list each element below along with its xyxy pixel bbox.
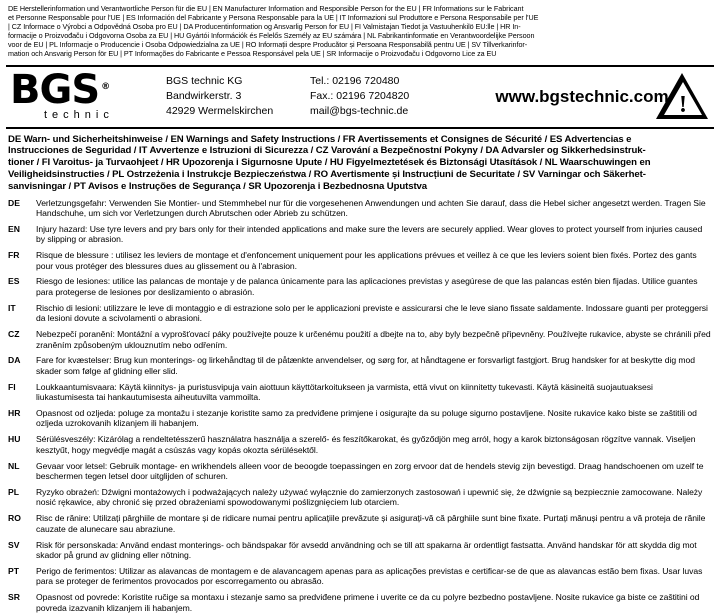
headline-line: Instrucciones de Seguridad / IT Avvertenze e Istruzioni di Sicurezza / CZ Varování a Bezpečnostní Pokyny / DA Advarsler og Sikkerhedsinstruk-: [8, 145, 646, 157]
instruction-row: [8, 566, 712, 587]
instruction-text: Opasnost od ozljeda: poluge za montažu i stezanje koristite samo za predviđene primjene i osigurajte da su poluge sigurno postavljene. Nosite rukavice kako biste se zaštitili od ozljeda uzrokovanih klizanjem ili habanjem.: [36, 408, 697, 429]
instruction-row: [8, 487, 712, 508]
responsible-line: mation och Ansvarig Person för EU | PT Informações do Fabricante e Pessoa Responsável pela UE | SR Informacije o Proizvođaču i Odgovorno Lice za EU: [8, 49, 497, 59]
company-street: Bandwirkerstr. 3: [166, 90, 242, 103]
safety-headline: [6, 129, 714, 196]
instruction-text: Loukkaantumisvaara: Käytä kiinnitys- ja puristusvipuja vain aiottuun käyttötarkoitukseen ja varmista, että vivut on kiinnitetty tukevasti. Käytä käsineitä suojautuaksesi liukastumisesta tai hankautumisesta aiheutuvilta vammoilta.: [36, 381, 653, 403]
logo-wordmark: [10, 67, 160, 114]
language-code: PT: [8, 565, 19, 576]
headline-line: DE Warn- und Sicherheitshinweise / EN Warnings and Safety Instructions / FR Avertissements et Consignes de Sécurité / ES Advertencias e: [8, 133, 632, 145]
logo-text: BGS: [10, 67, 100, 114]
language-code: CZ: [8, 329, 20, 340]
instruction-row: [8, 434, 712, 455]
language-code: FI: [8, 381, 16, 392]
instruction-row: [8, 303, 712, 324]
language-code: HU: [8, 434, 21, 445]
language-code: SV: [8, 539, 20, 550]
instruction-text: Verletzungsgefahr: Verwenden Sie Montier- und Stemmhebel nur für die vorgesehenen Anwendungen und achten Sie darauf, dass die Hebel sicher angesetzt werden. Tragen Sie Handschuhe, um sich vor Verletzungen durch Abrutschen oder Abrieb zu schützen.: [36, 197, 706, 218]
instruction-row: [8, 224, 712, 245]
headline-line: Veiligheidsinstructies / PL Ostrzeżenia i Instrukcje Bezpieczeństwa / RO Avertismente și Instrucțiuni de Securitate / SV Varningar och Säkerhet-: [8, 168, 646, 180]
instruction-row: [8, 382, 712, 403]
tel-value: 02196 720480: [332, 75, 400, 88]
contact-tel: [310, 74, 480, 89]
logo-subtitle: technic: [44, 109, 114, 122]
company-city: 42929 Wermelskirchen: [166, 105, 274, 118]
tel-label: Tel.:: [310, 75, 330, 88]
language-code: IT: [8, 302, 16, 313]
language-code: RO: [8, 513, 21, 524]
company-address: [160, 74, 310, 119]
instruction-text: Rischio di lesioni: utilizzare le leve di montaggio e di estrazione solo per le applicazioni previste e assicurarsi che le leve siano fissate saldamente. Indossare guanti per proteggersi da lesioni dovute a scivolamenti o abrasioni.: [36, 302, 708, 324]
warning-exclamation-mark: !: [679, 91, 687, 118]
instruction-text: Perigo de ferimentos: Utilizar as alavancas de montagem e de alavancagem apenas para as aplicações previstas e certificar-se de que as alavancas estão bem fixas. Usar luvas para se proteger de ferimentos provocados por escorregamento ou abrasão.: [36, 565, 703, 587]
contact-fax: [310, 89, 480, 104]
company-header-band: [6, 65, 714, 129]
responsible-line: DE Herstellerinformation und Verantwortliche Person für die EU | EN Manufacturer Information and Responsible Person for the EU | FR Informations sur le Fabricant: [8, 4, 524, 13]
instruction-list: [6, 196, 714, 614]
instruction-row: [8, 408, 712, 429]
language-code: NL: [8, 460, 20, 471]
responsible-line: formacije o Proizvođaču i Odgovorna Osoba za EU | HU Gyártói Információk és Felelős Személy az EU számára | NL Fabrikantinformatie en Verantwoordelijke Persoon: [8, 31, 535, 41]
headline-line: sanvisningar / PT Avisos e Instruções de Segurança / SR Upozorenja i Bezbednosna Uputstva: [8, 180, 428, 192]
company-website: www.bgstechnic.com: [495, 86, 669, 106]
instruction-text: Risk för personskada: Använd endast monterings- och bändspakar för avsedd användning och se till att spakarna är ordentligt fastsatta. Använd handskar för att skydda dig mot skador på grund av glidning eller nötning.: [36, 539, 697, 561]
instruction-row: [8, 198, 712, 219]
language-code: HR: [8, 408, 21, 419]
instruction-text: Fare for kvæstelser: Brug kun monterings- og lirkehåndtag til de påtænkte anvendelser, og sørg for, at håndtagene er forsvarligt fastgjort. Brug handsker for at beskytte dig mod skader som følge af glidning eller slid.: [36, 355, 695, 376]
instruction-text: Riesgo de lesiones: utilice las palancas de montaje y de palanca únicamente para las aplicaciones previstas y asegúrese de que las palancas estén bien fijadas. Utilice guantes para protegerse de lesiones por deslizamiento o abrasión.: [36, 276, 698, 297]
instruction-text: Injury hazard: Use tyre levers and pry bars only for their intended applications and make sure the levers are securely applied. Wear gloves to protect yourself from injuries caused by slipping or abrasion.: [36, 223, 703, 245]
instruction-row: [8, 540, 712, 561]
fax-label: Fax.:: [310, 90, 334, 103]
headline-line: tioner / FI Varoitus- ja Turvaohjeet / HR Upozorenja i Sigurnosne Upute / HU Figyelmeztetések és Biztonsági Utasítások / NL Waarschuwingen en: [8, 157, 651, 169]
instruction-text: Risque de blessure : utilisez les leviers de montage et d'enfoncement uniquement pour les applications prévues et veillez à ce que les leviers soient bien fixés. Portez des gants pour vous protéger des blessures dues au glissement ou à l'abrasion.: [36, 250, 697, 271]
language-code: SR: [8, 592, 20, 603]
instruction-text: Gevaar voor letsel: Gebruik montage- en wrikhendels alleen voor de beoogde toepassingen en zorg ervoor dat de hendels stevig zijn bevestigd. Draag handschoenen om uzelf te beschermen tegen letsel door uitglijden of schuren.: [36, 460, 704, 482]
instruction-row: [8, 276, 712, 297]
language-code: PL: [8, 486, 19, 497]
responsible-line: voor de EU | PL Informacje o Producencie i Osoba Odpowiedzialna za UE | RO Informații despre Producător și Persoana Responsabilă pentru UE | SV Tillverkarinfor-: [8, 40, 528, 50]
instruction-row: [8, 461, 712, 482]
instruction-text: Nebezpečí poranění: Montážní a vyprošťovací páky používejte pouze k určenému použití a dbejte na to, aby byly bezpečně připevněny. Používejte rukavice, abyste se chránili před zraněním způsobeným uklouznutím nebo odřením.: [36, 329, 711, 350]
language-code: DA: [8, 355, 21, 366]
responsible-line: | CZ Informace o Výrobci a Odpovědná Osoba pro EU | DA Producentinformation og Ansvarlig Person for EU | FI Valmistajan Tiedot ja Vastuuhenkilö EU:lle | HR In-: [8, 22, 521, 32]
company-contact: [310, 74, 480, 119]
registered-trademark-icon: ®: [101, 82, 110, 93]
language-code: ES: [8, 276, 20, 287]
bgs-logo: [10, 69, 160, 125]
contact-email: mail@bgs-technic.de: [310, 105, 409, 118]
instruction-row: [8, 329, 712, 350]
instruction-text: Risc de rănire: Utilizați pârghiile de montare și de ridicare numai pentru aplicațiile prevăzute și asigurați-vă că pârghiile sunt bine fixate. Purtați mănuși pentru a vă proteja de rănile cauzate de alunecare sau abraziune.: [36, 513, 706, 534]
instruction-text: Opasnost od povrede: Koristite ručige sa montaxu i stezanje samo sa predviđene primene i uverite ce da cu polyre bezbedno postavljene. Nosite rukavice ga biste ce zaštitini od povreda izazvanih klizanjem ili habanjem.: [36, 592, 700, 613]
instruction-row: [8, 513, 712, 534]
language-code: EN: [8, 223, 20, 234]
company-name: BGS technic KG: [166, 75, 243, 88]
instruction-row: [8, 592, 712, 613]
instruction-row: [8, 250, 712, 271]
language-code: FR: [8, 250, 20, 261]
instruction-text: Ryzyko obrażeń: Dźwigni montażowych i podważających należy używać wyłącznie do zamierzonych zastosowań i upewnić się, że dźwignie są bezpiecznie zamocowane. Należy nosić rękawice, aby chronić się przed obrażeniami spowodowanymi poślizgnięciem lub otarciem.: [36, 486, 703, 508]
manufacturer-responsible-person-block: [6, 4, 714, 59]
responsible-line: et Personne Responsable pour l'UE | ES Información del Fabricante y Persona Responsable para la UE | IT Informazioni sul Produttore e Persona Responsabile per l'UE: [8, 13, 539, 23]
instruction-text: Sérülésveszély: Kizárólag a rendeltetésszerű használatra használja a szerelő- és feszítőkarokat, és győződjön meg arról, hogy a karok biztonságosan rögzítve vannak. Viseljen kesztyűt, hogy megvédje magát a csúszás vagy kopás okozta sérülésektől.: [36, 434, 696, 455]
instruction-row: [8, 355, 712, 376]
fax-value: 02196 7204820: [336, 90, 410, 103]
language-code: DE: [8, 197, 20, 208]
